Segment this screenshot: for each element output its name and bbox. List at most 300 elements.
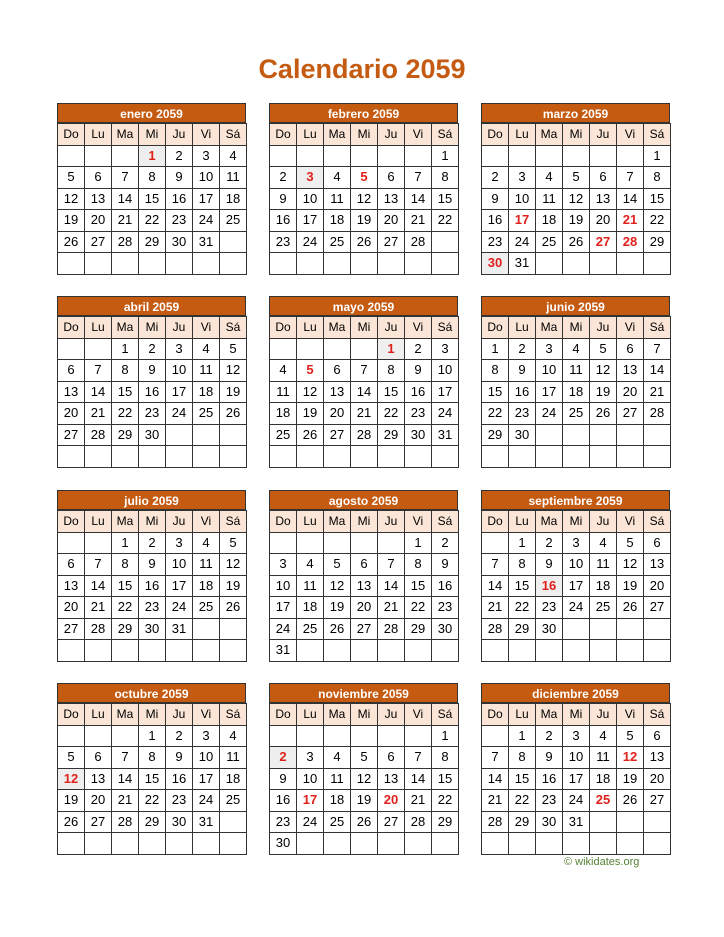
day-cell: 30 bbox=[166, 811, 193, 833]
week-row bbox=[482, 145, 671, 167]
week-row bbox=[270, 725, 459, 747]
empty-cell bbox=[297, 145, 324, 167]
empty-cell bbox=[644, 618, 671, 640]
week-row bbox=[482, 338, 671, 360]
week-row bbox=[58, 597, 247, 619]
weekday-header: Ma bbox=[324, 704, 351, 726]
day-cell: 18 bbox=[220, 768, 247, 790]
day-cell: 4 bbox=[220, 725, 247, 747]
day-cell: 29 bbox=[432, 811, 459, 833]
day-cell: 14 bbox=[85, 381, 112, 403]
weekday-header: Ma bbox=[112, 511, 139, 533]
empty-cell bbox=[590, 618, 617, 640]
week-row bbox=[270, 640, 459, 662]
day-cell: 1 bbox=[139, 145, 166, 167]
day-cell: 14 bbox=[351, 381, 378, 403]
empty-cell bbox=[166, 833, 193, 855]
week-row bbox=[58, 424, 247, 446]
month-header: marzo 2059 bbox=[481, 103, 670, 123]
day-cell: 17 bbox=[563, 575, 590, 597]
day-cell: 26 bbox=[220, 403, 247, 425]
day-cell: 12 bbox=[297, 381, 324, 403]
day-cell: 13 bbox=[85, 768, 112, 790]
day-cell: 23 bbox=[536, 597, 563, 619]
weekday-header: Mi bbox=[563, 124, 590, 146]
day-cell: 24 bbox=[166, 597, 193, 619]
month-header: abril 2059 bbox=[57, 296, 246, 316]
day-cell: 10 bbox=[432, 360, 459, 382]
day-cell: 5 bbox=[351, 747, 378, 769]
empty-cell bbox=[536, 446, 563, 468]
day-cell: 3 bbox=[193, 725, 220, 747]
weekday-header: Mi bbox=[139, 511, 166, 533]
day-cell: 3 bbox=[297, 167, 324, 189]
empty-cell bbox=[405, 725, 432, 747]
week-row bbox=[482, 618, 671, 640]
empty-cell bbox=[139, 446, 166, 468]
day-cell: 17 bbox=[166, 381, 193, 403]
weekday-header: Ma bbox=[112, 704, 139, 726]
week-row bbox=[270, 790, 459, 812]
day-cell: 28 bbox=[644, 403, 671, 425]
day-cell: 22 bbox=[139, 210, 166, 232]
empty-cell bbox=[563, 833, 590, 855]
weekday-header: Lu bbox=[85, 511, 112, 533]
day-cell: 10 bbox=[536, 360, 563, 382]
weekday-header: Sá bbox=[644, 704, 671, 726]
weekday-header: Lu bbox=[297, 317, 324, 339]
empty-cell bbox=[85, 532, 112, 554]
day-cell: 30 bbox=[166, 231, 193, 253]
week-row bbox=[58, 381, 247, 403]
empty-cell bbox=[590, 145, 617, 167]
empty-cell bbox=[536, 253, 563, 275]
empty-cell bbox=[590, 446, 617, 468]
day-cell: 9 bbox=[432, 554, 459, 576]
day-cell: 7 bbox=[112, 747, 139, 769]
empty-cell bbox=[112, 725, 139, 747]
day-cell: 17 bbox=[270, 597, 297, 619]
day-cell: 21 bbox=[112, 210, 139, 232]
day-cell: 12 bbox=[220, 360, 247, 382]
empty-cell bbox=[193, 640, 220, 662]
empty-cell bbox=[270, 446, 297, 468]
day-cell: 27 bbox=[378, 811, 405, 833]
weekday-header: Do bbox=[482, 317, 509, 339]
day-cell: 17 bbox=[193, 768, 220, 790]
empty-cell bbox=[536, 640, 563, 662]
day-cell: 20 bbox=[590, 210, 617, 232]
month-calendar bbox=[481, 683, 670, 855]
weekday-header: Ju bbox=[590, 317, 617, 339]
day-cell: 28 bbox=[112, 811, 139, 833]
week-row bbox=[270, 210, 459, 232]
empty-cell bbox=[270, 338, 297, 360]
day-cell: 24 bbox=[193, 210, 220, 232]
day-cell: 19 bbox=[617, 575, 644, 597]
day-cell: 4 bbox=[270, 360, 297, 382]
week-row bbox=[482, 747, 671, 769]
week-row bbox=[270, 338, 459, 360]
weekday-header: Sá bbox=[432, 124, 459, 146]
day-cell: 1 bbox=[405, 532, 432, 554]
empty-cell bbox=[58, 145, 85, 167]
weekday-header: Mi bbox=[139, 124, 166, 146]
day-cell: 14 bbox=[482, 768, 509, 790]
day-cell: 7 bbox=[378, 554, 405, 576]
empty-cell bbox=[351, 145, 378, 167]
week-row bbox=[58, 575, 247, 597]
weekday-header: Mi bbox=[563, 317, 590, 339]
empty-cell bbox=[378, 640, 405, 662]
weekday-header: Sá bbox=[220, 124, 247, 146]
empty-cell bbox=[563, 145, 590, 167]
day-cell: 21 bbox=[644, 381, 671, 403]
day-cell: 2 bbox=[166, 725, 193, 747]
empty-cell bbox=[58, 640, 85, 662]
empty-cell bbox=[220, 446, 247, 468]
empty-cell bbox=[432, 446, 459, 468]
weekday-header: Lu bbox=[85, 704, 112, 726]
day-cell: 3 bbox=[563, 532, 590, 554]
day-cell: 7 bbox=[482, 747, 509, 769]
month-calendar bbox=[481, 490, 670, 662]
day-cell: 1 bbox=[432, 725, 459, 747]
week-row bbox=[270, 360, 459, 382]
weekday-header: Lu bbox=[509, 124, 536, 146]
month-calendar bbox=[481, 296, 670, 468]
weekday-header: Lu bbox=[509, 317, 536, 339]
empty-cell bbox=[85, 253, 112, 275]
day-cell: 17 bbox=[193, 188, 220, 210]
day-cell: 29 bbox=[482, 424, 509, 446]
day-cell: 9 bbox=[509, 360, 536, 382]
day-cell: 6 bbox=[85, 747, 112, 769]
empty-cell bbox=[590, 424, 617, 446]
week-row bbox=[482, 231, 671, 253]
day-cell: 9 bbox=[482, 188, 509, 210]
day-cell: 21 bbox=[482, 790, 509, 812]
day-cell: 11 bbox=[563, 360, 590, 382]
month-header: noviembre 2059 bbox=[269, 683, 458, 703]
empty-cell bbox=[85, 725, 112, 747]
day-cell: 13 bbox=[85, 188, 112, 210]
month-grid bbox=[269, 123, 459, 275]
day-cell: 18 bbox=[536, 210, 563, 232]
day-cell: 19 bbox=[58, 790, 85, 812]
day-cell: 1 bbox=[112, 338, 139, 360]
weekday-header: Ju bbox=[378, 704, 405, 726]
empty-cell bbox=[432, 253, 459, 275]
empty-cell bbox=[432, 833, 459, 855]
empty-cell bbox=[58, 833, 85, 855]
week-row bbox=[58, 618, 247, 640]
week-row bbox=[482, 360, 671, 382]
day-cell: 24 bbox=[193, 790, 220, 812]
empty-cell bbox=[324, 145, 351, 167]
day-cell: 17 bbox=[432, 381, 459, 403]
day-cell: 24 bbox=[432, 403, 459, 425]
weekday-header: Ma bbox=[112, 317, 139, 339]
day-cell: 26 bbox=[351, 231, 378, 253]
day-cell: 13 bbox=[324, 381, 351, 403]
day-cell: 12 bbox=[590, 360, 617, 382]
day-cell: 5 bbox=[220, 338, 247, 360]
week-row bbox=[270, 833, 459, 855]
empty-cell bbox=[432, 231, 459, 253]
empty-cell bbox=[297, 833, 324, 855]
day-cell: 11 bbox=[590, 747, 617, 769]
day-cell: 4 bbox=[220, 145, 247, 167]
day-cell: 5 bbox=[351, 167, 378, 189]
day-cell: 20 bbox=[58, 597, 85, 619]
week-row bbox=[482, 640, 671, 662]
empty-cell bbox=[139, 640, 166, 662]
day-cell: 15 bbox=[112, 381, 139, 403]
weekday-header: Ju bbox=[378, 511, 405, 533]
day-cell: 25 bbox=[324, 811, 351, 833]
weekday-header: Do bbox=[482, 511, 509, 533]
week-row bbox=[58, 145, 247, 167]
empty-cell bbox=[563, 640, 590, 662]
day-cell: 6 bbox=[378, 167, 405, 189]
weekday-header: Ma bbox=[324, 317, 351, 339]
empty-cell bbox=[617, 811, 644, 833]
weekday-header: Lu bbox=[297, 704, 324, 726]
day-cell: 6 bbox=[85, 167, 112, 189]
weekday-header: Lu bbox=[85, 124, 112, 146]
day-cell: 30 bbox=[536, 811, 563, 833]
empty-cell bbox=[617, 253, 644, 275]
day-cell: 10 bbox=[166, 360, 193, 382]
day-cell: 20 bbox=[617, 381, 644, 403]
month-header: junio 2059 bbox=[481, 296, 670, 316]
day-cell: 2 bbox=[139, 532, 166, 554]
day-cell: 26 bbox=[351, 811, 378, 833]
day-cell: 27 bbox=[58, 424, 85, 446]
day-cell: 27 bbox=[617, 403, 644, 425]
empty-cell bbox=[378, 145, 405, 167]
weekday-header: Mi bbox=[351, 704, 378, 726]
weekday-header: Ma bbox=[536, 317, 563, 339]
day-cell: 24 bbox=[297, 811, 324, 833]
day-cell: 11 bbox=[270, 381, 297, 403]
day-cell: 5 bbox=[58, 167, 85, 189]
week-row bbox=[270, 381, 459, 403]
day-cell: 2 bbox=[270, 747, 297, 769]
day-cell: 8 bbox=[378, 360, 405, 382]
day-cell: 21 bbox=[378, 597, 405, 619]
day-cell: 10 bbox=[297, 188, 324, 210]
day-cell: 18 bbox=[590, 575, 617, 597]
day-cell: 30 bbox=[405, 424, 432, 446]
empty-cell bbox=[617, 640, 644, 662]
week-row bbox=[482, 167, 671, 189]
day-cell: 8 bbox=[432, 747, 459, 769]
week-row bbox=[270, 253, 459, 275]
day-cell: 7 bbox=[112, 167, 139, 189]
day-cell: 2 bbox=[536, 725, 563, 747]
weekday-header: Ju bbox=[166, 511, 193, 533]
day-cell: 20 bbox=[644, 575, 671, 597]
empty-cell bbox=[644, 811, 671, 833]
week-row bbox=[58, 811, 247, 833]
empty-cell bbox=[85, 833, 112, 855]
week-row bbox=[482, 554, 671, 576]
weekday-header: Do bbox=[270, 317, 297, 339]
week-row bbox=[482, 575, 671, 597]
day-cell: 3 bbox=[432, 338, 459, 360]
day-cell: 11 bbox=[590, 554, 617, 576]
month-grid bbox=[481, 703, 671, 855]
empty-cell bbox=[482, 725, 509, 747]
weekday-header: Mi bbox=[139, 317, 166, 339]
day-cell: 18 bbox=[324, 210, 351, 232]
weekday-header: Do bbox=[270, 704, 297, 726]
day-cell: 14 bbox=[378, 575, 405, 597]
empty-cell bbox=[405, 833, 432, 855]
empty-cell bbox=[563, 253, 590, 275]
day-cell: 5 bbox=[324, 554, 351, 576]
day-cell: 18 bbox=[193, 575, 220, 597]
weekday-header: Ma bbox=[536, 511, 563, 533]
day-cell: 16 bbox=[139, 575, 166, 597]
day-cell: 16 bbox=[405, 381, 432, 403]
empty-cell bbox=[85, 338, 112, 360]
day-cell: 27 bbox=[351, 618, 378, 640]
day-cell: 9 bbox=[405, 360, 432, 382]
empty-cell bbox=[220, 424, 247, 446]
day-cell: 28 bbox=[405, 811, 432, 833]
empty-cell bbox=[482, 833, 509, 855]
day-cell: 4 bbox=[590, 725, 617, 747]
day-cell: 10 bbox=[193, 167, 220, 189]
day-cell: 20 bbox=[58, 403, 85, 425]
empty-cell bbox=[112, 833, 139, 855]
day-cell: 19 bbox=[324, 597, 351, 619]
empty-cell bbox=[220, 618, 247, 640]
day-cell: 16 bbox=[509, 381, 536, 403]
day-cell: 2 bbox=[166, 145, 193, 167]
day-cell: 30 bbox=[482, 253, 509, 275]
page-title: Calendario 2059 bbox=[258, 54, 466, 84]
day-cell: 18 bbox=[590, 768, 617, 790]
weekday-header: Do bbox=[270, 511, 297, 533]
day-cell: 9 bbox=[139, 554, 166, 576]
weekday-header: Sá bbox=[432, 511, 459, 533]
month-header: enero 2059 bbox=[57, 103, 246, 123]
day-cell: 28 bbox=[85, 618, 112, 640]
day-cell: 22 bbox=[378, 403, 405, 425]
day-cell: 1 bbox=[432, 145, 459, 167]
weekday-header: Ma bbox=[324, 511, 351, 533]
day-cell: 1 bbox=[509, 725, 536, 747]
day-cell: 26 bbox=[58, 811, 85, 833]
day-cell: 17 bbox=[509, 210, 536, 232]
day-cell: 12 bbox=[617, 747, 644, 769]
empty-cell bbox=[139, 253, 166, 275]
week-row bbox=[482, 833, 671, 855]
day-cell: 24 bbox=[563, 597, 590, 619]
empty-cell bbox=[58, 338, 85, 360]
empty-cell bbox=[351, 725, 378, 747]
month-grid bbox=[269, 703, 459, 855]
week-row bbox=[58, 253, 247, 275]
week-row bbox=[482, 768, 671, 790]
day-cell: 7 bbox=[617, 167, 644, 189]
day-cell: 1 bbox=[644, 145, 671, 167]
day-cell: 20 bbox=[644, 768, 671, 790]
day-cell: 22 bbox=[432, 790, 459, 812]
day-cell: 9 bbox=[270, 188, 297, 210]
day-cell: 20 bbox=[351, 597, 378, 619]
empty-cell bbox=[58, 725, 85, 747]
empty-cell bbox=[270, 725, 297, 747]
day-cell: 22 bbox=[112, 403, 139, 425]
day-cell: 2 bbox=[482, 167, 509, 189]
day-cell: 23 bbox=[139, 597, 166, 619]
weekday-header: Sá bbox=[220, 317, 247, 339]
empty-cell bbox=[220, 833, 247, 855]
day-cell: 23 bbox=[405, 403, 432, 425]
day-cell: 4 bbox=[563, 338, 590, 360]
day-cell: 30 bbox=[536, 618, 563, 640]
weekday-header: Vi bbox=[193, 317, 220, 339]
day-cell: 30 bbox=[432, 618, 459, 640]
day-cell: 5 bbox=[590, 338, 617, 360]
day-cell: 17 bbox=[166, 575, 193, 597]
empty-cell bbox=[590, 833, 617, 855]
day-cell: 28 bbox=[617, 231, 644, 253]
week-row bbox=[58, 210, 247, 232]
day-cell: 14 bbox=[617, 188, 644, 210]
empty-cell bbox=[509, 145, 536, 167]
day-cell: 19 bbox=[351, 790, 378, 812]
weekday-header: Vi bbox=[617, 704, 644, 726]
day-cell: 13 bbox=[58, 575, 85, 597]
day-cell: 24 bbox=[536, 403, 563, 425]
empty-cell bbox=[166, 253, 193, 275]
day-cell: 24 bbox=[563, 790, 590, 812]
empty-cell bbox=[297, 338, 324, 360]
day-cell: 22 bbox=[405, 597, 432, 619]
day-cell: 21 bbox=[112, 790, 139, 812]
weekday-header: Sá bbox=[644, 317, 671, 339]
week-row bbox=[58, 532, 247, 554]
empty-cell bbox=[536, 424, 563, 446]
weekday-header: Vi bbox=[193, 124, 220, 146]
day-cell: 8 bbox=[509, 554, 536, 576]
day-cell: 12 bbox=[220, 554, 247, 576]
day-cell: 5 bbox=[563, 167, 590, 189]
weekday-header: Mi bbox=[563, 704, 590, 726]
day-cell: 15 bbox=[112, 575, 139, 597]
empty-cell bbox=[324, 833, 351, 855]
month-calendar bbox=[481, 103, 670, 275]
day-cell: 5 bbox=[58, 747, 85, 769]
day-cell: 21 bbox=[85, 597, 112, 619]
day-cell: 23 bbox=[482, 231, 509, 253]
empty-cell bbox=[193, 253, 220, 275]
month-grid bbox=[481, 123, 671, 275]
empty-cell bbox=[297, 446, 324, 468]
empty-cell bbox=[644, 253, 671, 275]
day-cell: 25 bbox=[563, 403, 590, 425]
day-cell: 18 bbox=[220, 188, 247, 210]
weekday-header: Ma bbox=[536, 124, 563, 146]
weekday-header: Mi bbox=[351, 511, 378, 533]
empty-cell bbox=[563, 618, 590, 640]
